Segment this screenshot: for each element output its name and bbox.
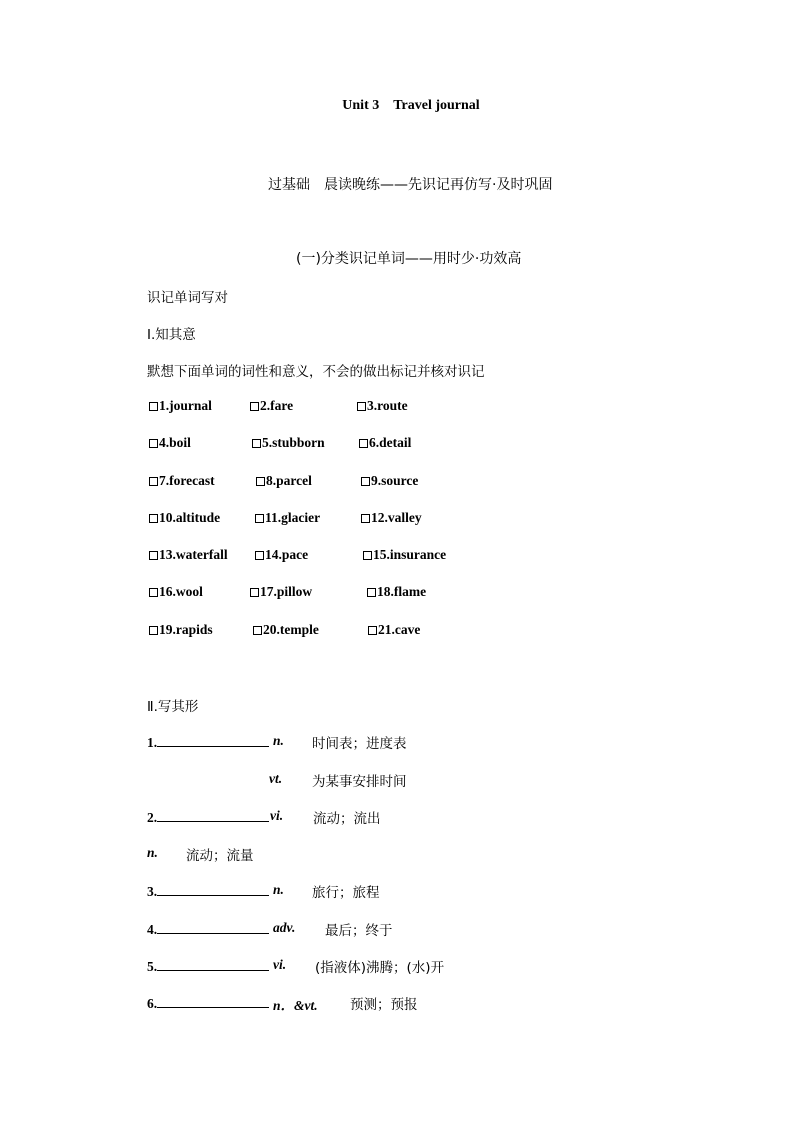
section-heading: (一)分类识记单词——用时少·功效高 bbox=[296, 251, 522, 267]
vocab-word: 18.flame bbox=[377, 584, 427, 599]
vocab-word: 19.rapids bbox=[159, 622, 213, 637]
vocab-item[interactable] bbox=[363, 547, 446, 563]
vocab-item[interactable] bbox=[149, 584, 203, 600]
answer-blank[interactable] bbox=[157, 808, 269, 822]
vocab-item[interactable] bbox=[253, 622, 319, 638]
vocab-item[interactable] bbox=[361, 510, 422, 526]
vocab-word: 15.insurance bbox=[373, 547, 447, 562]
part1-label: Ⅰ.知其意 bbox=[147, 327, 196, 343]
fill-in-row bbox=[147, 733, 269, 752]
item-number: 1. bbox=[147, 735, 158, 750]
vocab-item[interactable] bbox=[368, 622, 420, 638]
vocab-item[interactable] bbox=[359, 435, 411, 451]
part-of-speech: vt. bbox=[269, 771, 283, 786]
page-title bbox=[0, 98, 794, 114]
checkbox-icon[interactable] bbox=[357, 402, 366, 411]
checkbox-icon[interactable] bbox=[359, 439, 368, 448]
part-of-speech: n. bbox=[147, 845, 158, 860]
vocab-item[interactable] bbox=[255, 510, 320, 526]
fill-in-row bbox=[147, 994, 269, 1013]
subtitle: 过基础 晨读晚练——先识记再仿写·及时巩固 bbox=[268, 177, 553, 193]
vocab-item[interactable] bbox=[252, 435, 325, 451]
checkbox-icon[interactable] bbox=[149, 439, 158, 448]
part2-label: Ⅱ.写其形 bbox=[147, 699, 199, 715]
vocab-item[interactable] bbox=[250, 398, 293, 414]
checkbox-icon[interactable] bbox=[253, 626, 262, 635]
checkbox-icon[interactable] bbox=[149, 588, 158, 597]
definition: 流动；流出 bbox=[313, 811, 381, 827]
item-number: 2. bbox=[147, 810, 158, 825]
vocab-item[interactable] bbox=[149, 435, 191, 451]
part-of-speech: n. bbox=[273, 882, 284, 897]
definition: 流动；流量 bbox=[186, 848, 254, 864]
definition: 时间表；进度表 bbox=[312, 736, 407, 752]
fill-in-row bbox=[147, 808, 269, 827]
vocab-item[interactable] bbox=[367, 584, 426, 600]
checkbox-icon[interactable] bbox=[363, 551, 372, 560]
checkbox-icon[interactable] bbox=[149, 514, 158, 523]
definition: 旅行；旅程 bbox=[312, 885, 380, 901]
answer-blank[interactable] bbox=[157, 957, 269, 971]
vocab-item[interactable] bbox=[361, 473, 418, 489]
vocab-word: 2.fare bbox=[260, 398, 294, 413]
vocab-word: 1.journal bbox=[159, 398, 212, 413]
checkbox-icon[interactable] bbox=[250, 402, 259, 411]
checkbox-icon[interactable] bbox=[361, 477, 370, 486]
checkbox-icon[interactable] bbox=[256, 477, 265, 486]
unit-name: Travel journal bbox=[393, 98, 480, 113]
vocab-word: 16.wool bbox=[159, 584, 203, 599]
part-of-speech: vi. bbox=[273, 957, 287, 972]
checkbox-icon[interactable] bbox=[149, 626, 158, 635]
vocab-word: 14.pace bbox=[265, 547, 309, 562]
vocab-item[interactable] bbox=[256, 473, 312, 489]
answer-blank[interactable] bbox=[157, 920, 269, 934]
checkbox-icon[interactable] bbox=[367, 588, 376, 597]
definition: 为某事安排时间 bbox=[312, 774, 407, 790]
vocab-item[interactable] bbox=[149, 547, 228, 563]
definition: 预测；预报 bbox=[350, 997, 418, 1013]
part-of-speech: vi. bbox=[270, 808, 284, 823]
vocab-item[interactable] bbox=[149, 622, 213, 638]
answer-blank[interactable] bbox=[157, 882, 269, 896]
checkbox-icon[interactable] bbox=[255, 514, 264, 523]
definition: (指液体)沸腾；(水)开 bbox=[315, 960, 445, 976]
item-number: 3. bbox=[147, 884, 158, 899]
fill-in-row bbox=[147, 882, 269, 901]
checkbox-icon[interactable] bbox=[368, 626, 377, 635]
vocab-word: 13.waterfall bbox=[159, 547, 228, 562]
subheading: 识记单词写对 bbox=[147, 290, 228, 306]
item-number: 4. bbox=[147, 922, 158, 937]
answer-blank[interactable] bbox=[157, 994, 269, 1008]
checkbox-icon[interactable] bbox=[149, 551, 158, 560]
vocab-item[interactable] bbox=[255, 547, 308, 563]
vocab-item[interactable] bbox=[149, 473, 215, 489]
checkbox-icon[interactable] bbox=[149, 477, 158, 486]
vocab-word: 9.source bbox=[371, 473, 419, 488]
vocab-word: 4.boil bbox=[159, 435, 191, 450]
item-number: 6. bbox=[147, 996, 158, 1011]
vocab-word: 6.detail bbox=[369, 435, 412, 450]
vocab-item[interactable] bbox=[149, 510, 220, 526]
unit-label: Unit 3 bbox=[342, 98, 380, 113]
vocab-word: 3.route bbox=[367, 398, 408, 413]
checkbox-icon[interactable] bbox=[361, 514, 370, 523]
part-of-speech: n. bbox=[273, 733, 284, 748]
fill-in-row bbox=[147, 920, 269, 939]
vocab-word: 7.forecast bbox=[159, 473, 215, 488]
definition: 最后；终于 bbox=[325, 923, 393, 939]
vocab-word: 12.valley bbox=[371, 510, 422, 525]
part1-instruction: 默想下面单词的词性和意义，不会的做出标记并核对识记 bbox=[147, 364, 485, 380]
item-number: 5. bbox=[147, 959, 158, 974]
vocab-word: 5.stubborn bbox=[262, 435, 325, 450]
checkbox-icon[interactable] bbox=[250, 588, 259, 597]
checkbox-icon[interactable] bbox=[255, 551, 264, 560]
vocab-word: 20.temple bbox=[263, 622, 319, 637]
checkbox-icon[interactable] bbox=[252, 439, 261, 448]
vocab-word: 21.cave bbox=[378, 622, 421, 637]
vocab-word: 10.altitude bbox=[159, 510, 221, 525]
fill-in-row bbox=[147, 957, 269, 976]
vocab-item[interactable] bbox=[357, 398, 408, 414]
vocab-word: 17.pillow bbox=[260, 584, 313, 599]
vocab-word: 8.parcel bbox=[266, 473, 312, 488]
part-of-speech: adv. bbox=[273, 920, 296, 935]
answer-blank[interactable] bbox=[157, 733, 269, 747]
checkbox-icon[interactable] bbox=[149, 402, 158, 411]
vocab-item[interactable] bbox=[250, 584, 312, 600]
vocab-word: 11.glacier bbox=[265, 510, 321, 525]
vocab-item[interactable] bbox=[149, 398, 212, 414]
part-of-speech: n．&vt. bbox=[273, 998, 318, 1013]
